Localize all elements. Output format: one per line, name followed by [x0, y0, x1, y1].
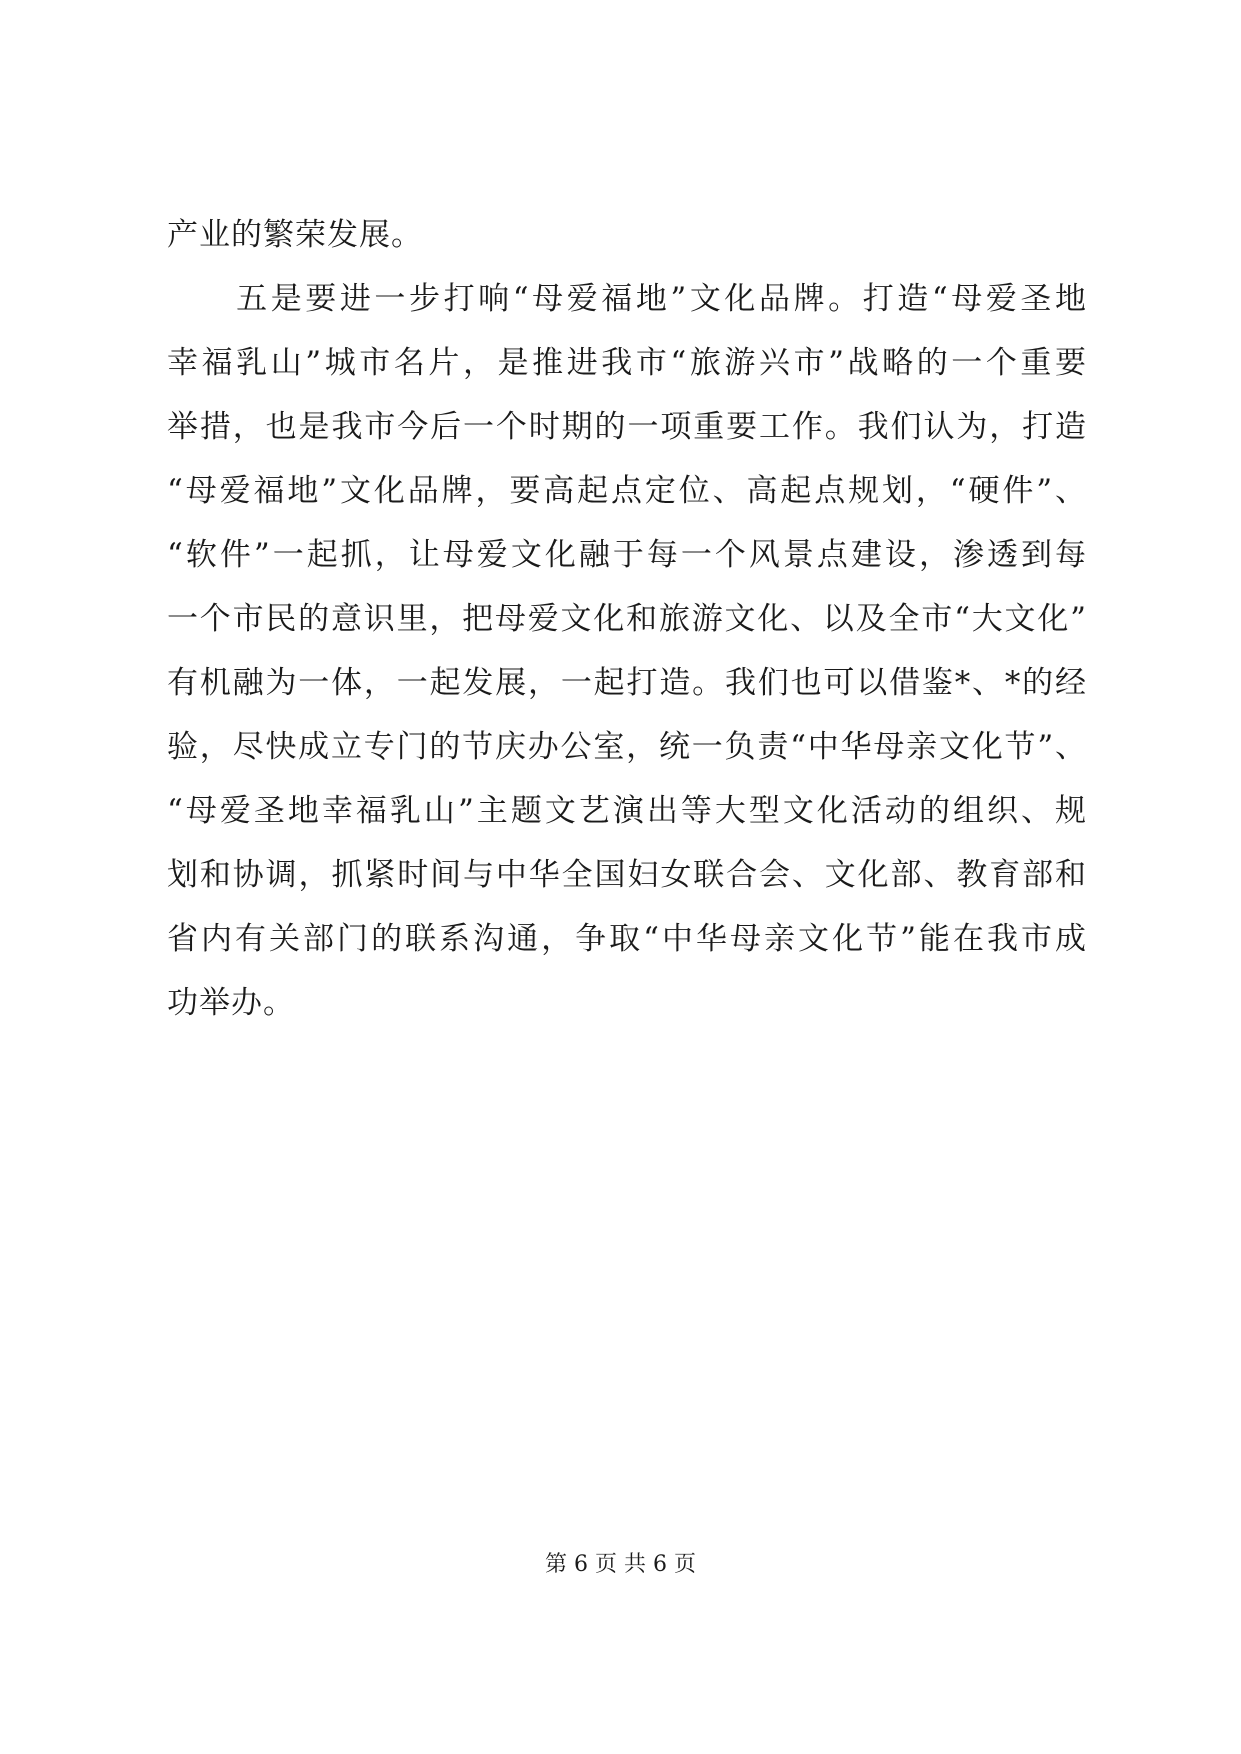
text-line-9: 验，尽快成立专门的节庆办公室，统一负责“中华母亲文化节”、: [167, 729, 1087, 765]
text-line-6: “软件”一起抓，让母爱文化融于每一个风景点建设，渗透到每: [167, 537, 1087, 573]
text-line-8: 有机融为一体，一起发展，一起打造。我们也可以借鉴*、*的经: [167, 665, 1087, 701]
text-line-13: 功举办。: [167, 985, 295, 1021]
text-line-5: “母爱福地”文化品牌，要高起点定位、高起点规划，“硬件”、: [167, 473, 1087, 509]
text-line-7: 一个市民的意识里，把母爱文化和旅游文化、以及全市“大文化”: [167, 601, 1087, 637]
text-line-3: 幸福乳山”城市名片，是推进我市“旅游兴市”战略的一个重要: [167, 345, 1087, 381]
text-line-2: 五是要进一步打响“母爱福地”文化品牌。打造“母爱圣地: [167, 281, 1087, 317]
text-line-1: 产业的繁荣发展。: [167, 217, 423, 253]
text-line-12: 省内有关部门的联系沟通，争取“中华母亲文化节”能在我市成: [167, 921, 1087, 957]
page-footer: [0, 1550, 1241, 1580]
text-line-11: 划和协调，抓紧时间与中华全国妇女联合会、文化部、教育部和: [167, 857, 1087, 893]
text-line-10: “母爱圣地幸福乳山”主题文艺演出等大型文化活动的组织、规: [167, 793, 1087, 829]
text-line-4: 举措，也是我市今后一个时期的一项重要工作。我们认为，打造: [167, 409, 1087, 445]
page-number-label: 第 6 页 共 6 页: [545, 1552, 696, 1577]
document-body: [167, 203, 1087, 1035]
